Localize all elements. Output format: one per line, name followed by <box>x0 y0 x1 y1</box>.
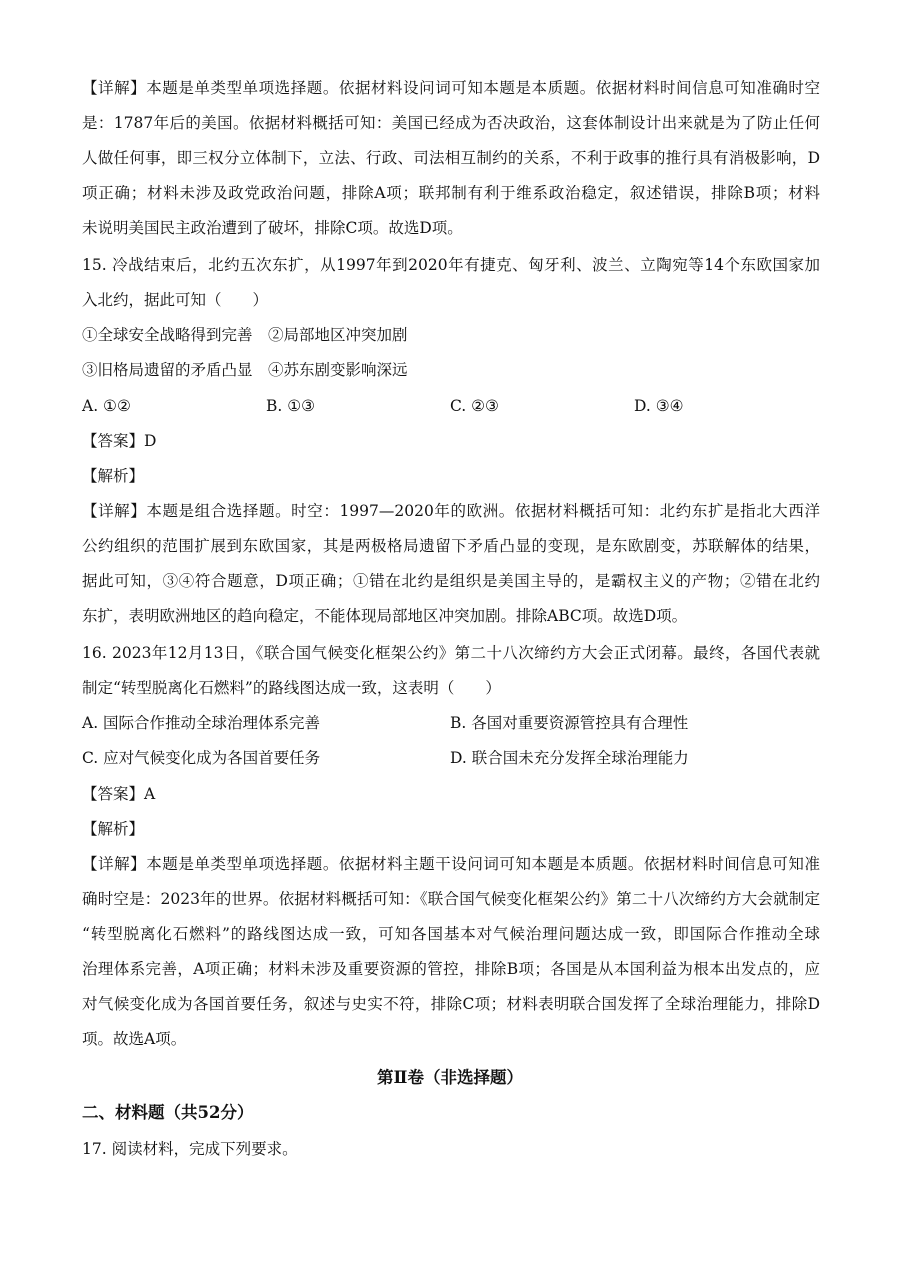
q15-explanation-line-2: 公约组织的范围扩展到东欧国家，其是两极格局遗留下矛盾凸显的变现，是东欧剧变，苏联解体的结果， <box>82 537 820 555</box>
q16-explanation-line-6: 项。故选A项。 <box>82 1030 187 1048</box>
q15-statement-line-2: ③旧格局遗留的矛盾凸显 ④苏东剧变影响深远 <box>82 361 408 379</box>
q16-analysis-label: 【解析】 <box>82 820 145 838</box>
q15-explanation-line-3: 据此可知，③④符合题意，D项正确；①错在北约是组织是美国主导的，是霸权主义的产物；②错在北约 <box>82 572 820 590</box>
q15-statement-line-1: ①全球安全战略得到完善 ②局部地区冲突加剧 <box>82 326 408 344</box>
volume-title: 第Ⅱ卷（非选择题） <box>377 1068 523 1087</box>
q16-explanation-line-1: 【详解】本题是单类型单项选择题。依据材料主题干设问词可知本题是本质题。依据材料时间信息可知准 <box>82 855 820 873</box>
q15-stem-line-2: 入北约，据此可知（ ） <box>82 291 269 309</box>
q17-stem: 17. 阅读材料，完成下列要求。 <box>82 1140 298 1158</box>
q16-option-a: A. 国际合作推动全球治理体系完善 <box>82 714 321 732</box>
q16-explanation-line-2: 确时空是：2023年的世界。依据材料概括可知：《联合国气候变化框架公约》第二十八次缔约方大会就制定 <box>82 890 820 908</box>
q15-explanation-line-1: 【详解】本题是组合选择题。时空：1997—2020年的欧洲。依据材料概括可知：北约东扩是指北大西洋 <box>82 502 820 520</box>
q16-stem-line-1: 16. 2023年12月13日，《联合国气候变化框架公约》第二十八次缔约方大会正式闭幕。最终，各国代表就 <box>82 644 820 662</box>
q16-explanation-line-3: “转型脱离化石燃料”的路线图达成一致，可知各国基本对气候治理问题达成一致，即国际合作推动全球 <box>82 925 820 943</box>
q15-option-c: C. ②③ <box>450 397 499 415</box>
q16-stem-line-2: 制定“转型脱离化石燃料”的路线图达成一致，这表明（ ） <box>82 679 501 697</box>
q14-explanation-line-1: 【详解】本题是单类型单项选择题。依据材料设问词可知本题是本质题。依据材料时间信息可知准确时空 <box>82 79 820 97</box>
q14-explanation-line-4: 项正确；材料未涉及政党政治问题，排除A项；联邦制有利于维系政治稳定，叙述错误，排除B项；材料 <box>82 184 820 202</box>
q15-option-a: A. ①② <box>82 397 131 415</box>
q14-explanation-line-3: 人做任何事，即三权分立体制下，立法、行政、司法相互制约的关系，不利于政事的推行具有消极影响，D <box>82 149 820 167</box>
q16-option-c: C. 应对气候变化成为各国首要任务 <box>82 749 321 767</box>
q15-stem-line-1: 15. 冷战结束后，北约五次东扩，从1997年到2020年有捷克、匈牙利、波兰、立陶宛等14个东欧国家加 <box>82 256 820 274</box>
q15-analysis-label: 【解析】 <box>82 467 145 485</box>
q16-explanation-line-4: 治理体系完善，A项正确；材料未涉及重要资源的管控，排除B项；各国是从本国利益为根本出发点的，应 <box>82 960 820 978</box>
q15-option-d: D. ③④ <box>634 397 684 415</box>
q16-option-d: D. 联合国未充分发挥全球治理能力 <box>450 749 689 767</box>
q16-answer: 【答案】A <box>82 785 156 803</box>
q16-explanation-line-5: 对气候变化成为各国首要任务，叙述与史实不符，排除C项；材料表明联合国发挥了全球治理能力，排除D <box>82 995 820 1013</box>
q16-option-b: B. 各国对重要资源管控具有合理性 <box>450 714 689 732</box>
q14-explanation-line-2: 是：1787年后的美国。依据材料概括可知：美国已经成为否决政治，这套体制设计出来就是为了防止任何 <box>82 114 820 132</box>
section-title: 二、材料题（共52分） <box>82 1103 254 1122</box>
q15-option-b: B. ①③ <box>266 397 316 415</box>
q15-explanation-line-4: 东扩，表明欧洲地区的趋向稳定，不能体现局部地区冲突加剧。排除ABC项。故选D项。 <box>82 607 688 625</box>
q15-answer: 【答案】D <box>82 432 157 450</box>
q14-explanation-line-5: 未说明美国民主政治遭到了破坏，排除C项。故选D项。 <box>82 219 463 237</box>
